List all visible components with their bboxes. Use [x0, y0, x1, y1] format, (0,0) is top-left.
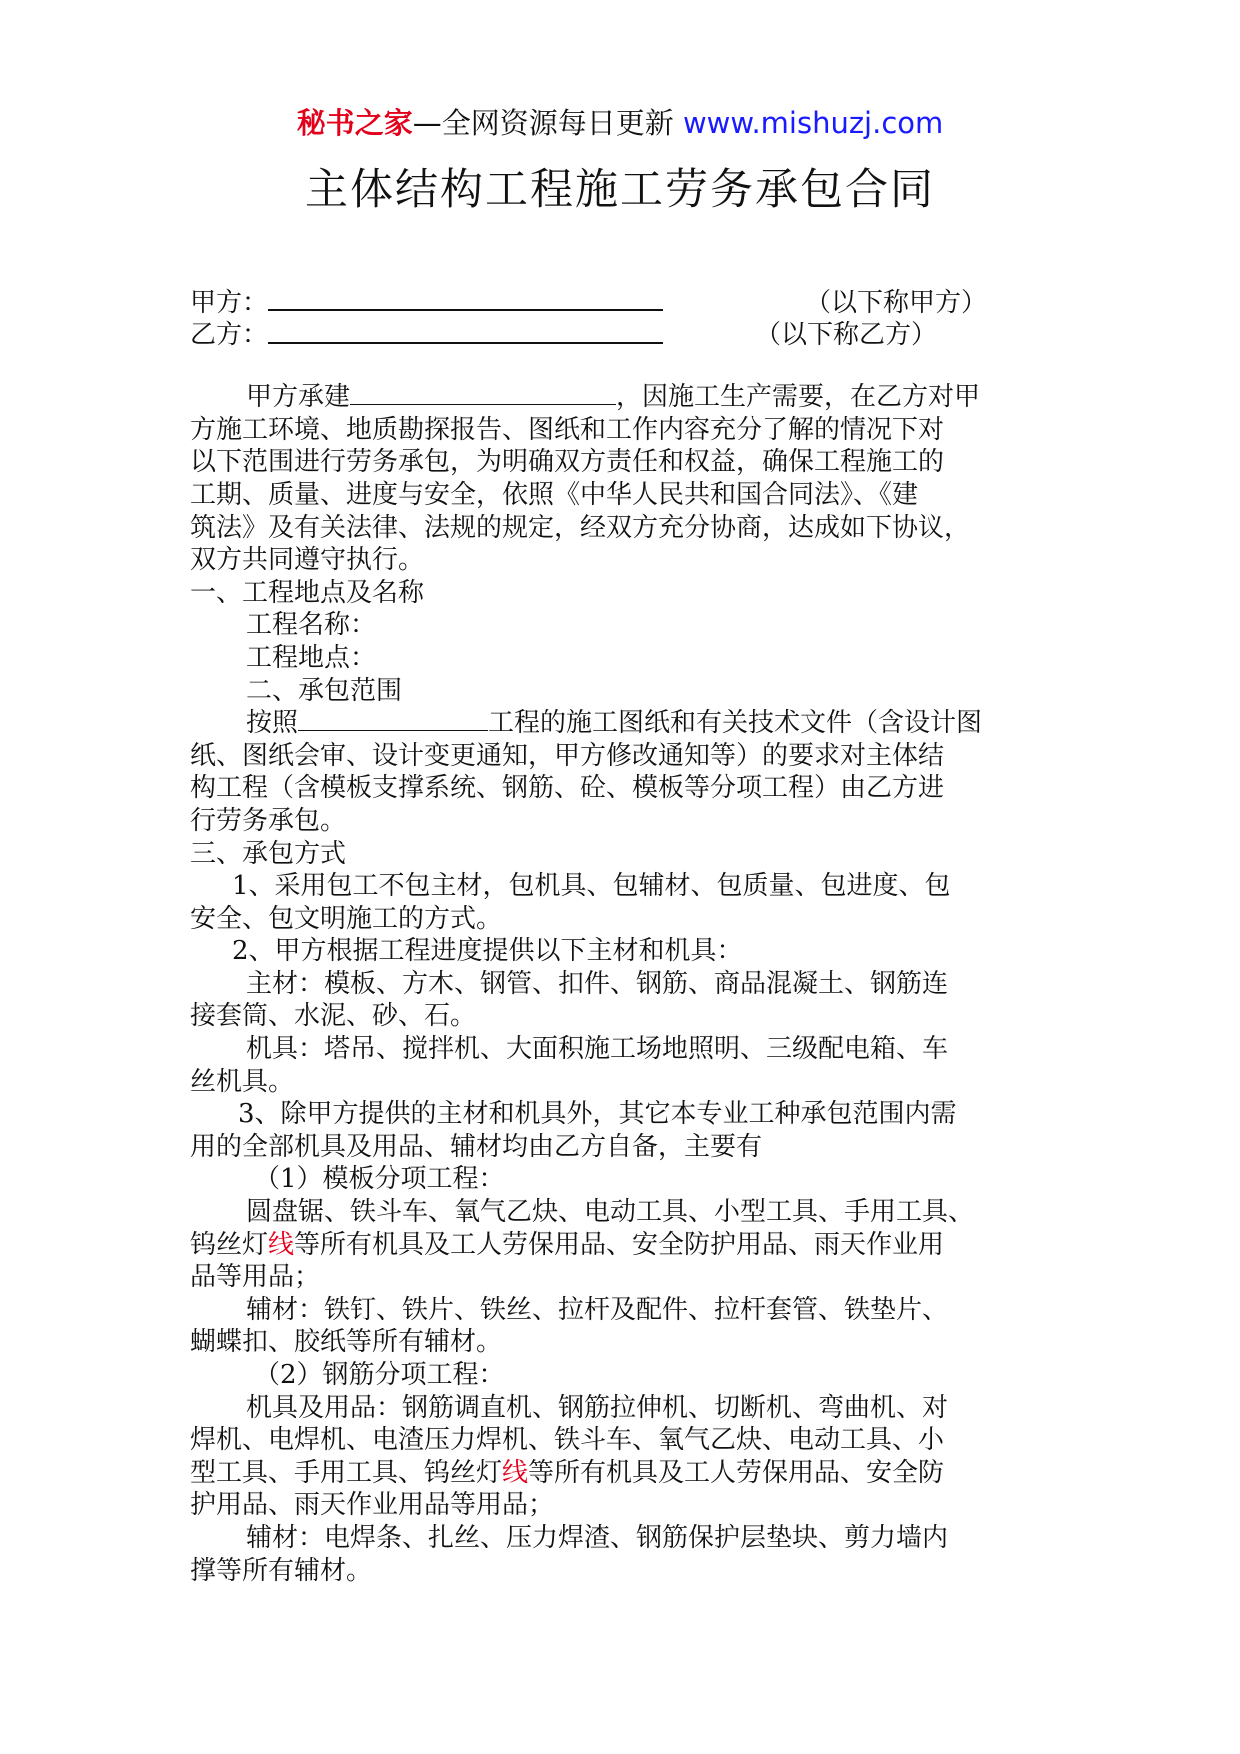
rebar-aux-line: 辅材：电焊条、扎丝、压力焊渣、钢筋保护层垫块、剪力墙内	[246, 1522, 949, 1553]
intro-line: 工期、质量、进度与安全，依照《中华人民共和国合同法》、《建	[190, 479, 919, 510]
party-b-blank	[268, 322, 663, 344]
highlighted-char: 线	[268, 1229, 295, 1260]
intro-text: ，因施工生产需要，在乙方对甲	[616, 382, 981, 413]
rebar-tools-text: 等所有机具及工人劳保用品、安全防	[528, 1457, 945, 1488]
scope-text: 工程的施工图纸和有关技术文件（含设计图	[488, 708, 983, 739]
formwork-tools-line	[190, 1229, 1060, 1262]
highlighted-char: 线	[502, 1457, 529, 1488]
rebar-tools-line	[190, 1457, 1060, 1490]
party-a-label: 甲方：	[190, 287, 269, 318]
site-url-link[interactable]: www.mishuzj.com	[682, 106, 944, 140]
subsection-heading: （1）模板分项工程：	[254, 1164, 505, 1195]
scope-text: 按照	[246, 708, 299, 739]
scope-line: 构工程（含模板支撑系统、钢筋、砼、模板等分项工程）由乙方进	[190, 773, 945, 804]
rebar-tools-line: 护用品、雨天作业用品等用品；	[190, 1490, 555, 1521]
scope-project-blank	[298, 708, 488, 731]
document-title: 主体结构工程施工劳务承包合同	[305, 165, 935, 215]
scope-line	[190, 707, 1060, 740]
section-heading: 三、承包方式	[190, 838, 347, 869]
project-location-label: 工程地点：	[246, 642, 377, 673]
formwork-aux-line: 蝴蝶扣、胶纸等所有辅材。	[190, 1327, 503, 1358]
rebar-aux-line: 撑等所有辅材。	[190, 1555, 373, 1586]
main-materials-line: 主材：模板、方木、钢管、扣件、钢筋、商品混凝土、钢筋连	[246, 968, 949, 999]
scope-line: 行劳务承包。	[190, 805, 347, 836]
site-header	[0, 103, 1240, 143]
party-a-suffix: （以下称甲方）	[805, 287, 988, 318]
clause-line: 1、采用包工不包主材，包机具、包辅材、包质量、包进度、包	[232, 871, 951, 902]
party-a-blank	[268, 289, 663, 311]
party-a-row	[190, 284, 1060, 317]
formwork-aux-line: 辅材：铁钉、铁片、铁丝、拉杆及配件、拉杆套管、铁垫片、	[246, 1294, 949, 1325]
project-name-label: 工程名称：	[246, 610, 377, 641]
machinery-line: 机具：塔吊、搅拌机、大面积施工场地照明、三级配电箱、车	[246, 1034, 949, 1065]
intro-text: 甲方承建	[246, 382, 351, 413]
rebar-tools-line: 机具及用品：钢筋调直机、钢筋拉伸机、切断机、弯曲机、对	[246, 1392, 949, 1423]
intro-line: 筑法》及有关法律、法规的规定，经双方充分协商，达成如下协议，	[190, 512, 971, 543]
clause-line: 2、甲方根据工程进度提供以下主材和机具：	[232, 936, 743, 967]
formwork-tools-line: 品等用品；	[190, 1262, 321, 1293]
rebar-tools-line: 焊机、电焊机、电渣压力焊机、铁斗车、氧气乙炔、电动工具、小	[190, 1425, 945, 1456]
formwork-tools-line: 圆盘锯、铁斗车、氧气乙炔、电动工具、小型工具、手用工具、	[246, 1197, 975, 1228]
machinery-line: 丝机具。	[190, 1066, 295, 1097]
party-b-label: 乙方：	[190, 320, 269, 351]
subsection-heading: （2）钢筋分项工程：	[254, 1360, 505, 1390]
clause-line: 安全、包文明施工的方式。	[190, 903, 503, 934]
clause-line: 3、除甲方提供的主材和机具外，其它本专业工种承包范围内需	[238, 1099, 957, 1130]
intro-line: 以下范围进行劳务承包，为明确双方责任和权益，确保工程施工的	[190, 447, 945, 478]
site-slogan: —全网资源每日更新	[412, 106, 674, 140]
intro-line: 双方共同遵守执行。	[190, 545, 425, 576]
section-heading: 二、承包范围	[246, 675, 403, 706]
section-heading: 一、工程地点及名称	[190, 577, 425, 608]
document-body	[190, 284, 1060, 1587]
intro-line: 方施工环境、地质勘探报告、图纸和工作内容充分了解的情况下对	[190, 414, 945, 445]
formwork-tools-text: 等所有机具及工人劳保用品、安全防护用品、雨天作业用	[294, 1229, 945, 1260]
project-blank	[350, 382, 616, 405]
main-materials-line: 接套筒、水泥、砂、石。	[190, 1001, 477, 1032]
scope-line: 纸、图纸会审、设计变更通知，甲方修改通知等）的要求对主体结	[190, 740, 945, 771]
intro-line	[190, 381, 1060, 414]
spacer	[190, 349, 1060, 381]
formwork-tools-text: 钨丝灯	[190, 1229, 269, 1260]
clause-line: 用的全部机具及用品、辅材均由乙方自备，主要有	[190, 1131, 763, 1162]
rebar-tools-text: 型工具、手用工具、钨丝灯	[190, 1457, 503, 1488]
brand-name: 秘书之家	[296, 106, 413, 140]
party-b-suffix: （以下称乙方）	[755, 320, 938, 351]
party-b-row	[190, 317, 1060, 350]
